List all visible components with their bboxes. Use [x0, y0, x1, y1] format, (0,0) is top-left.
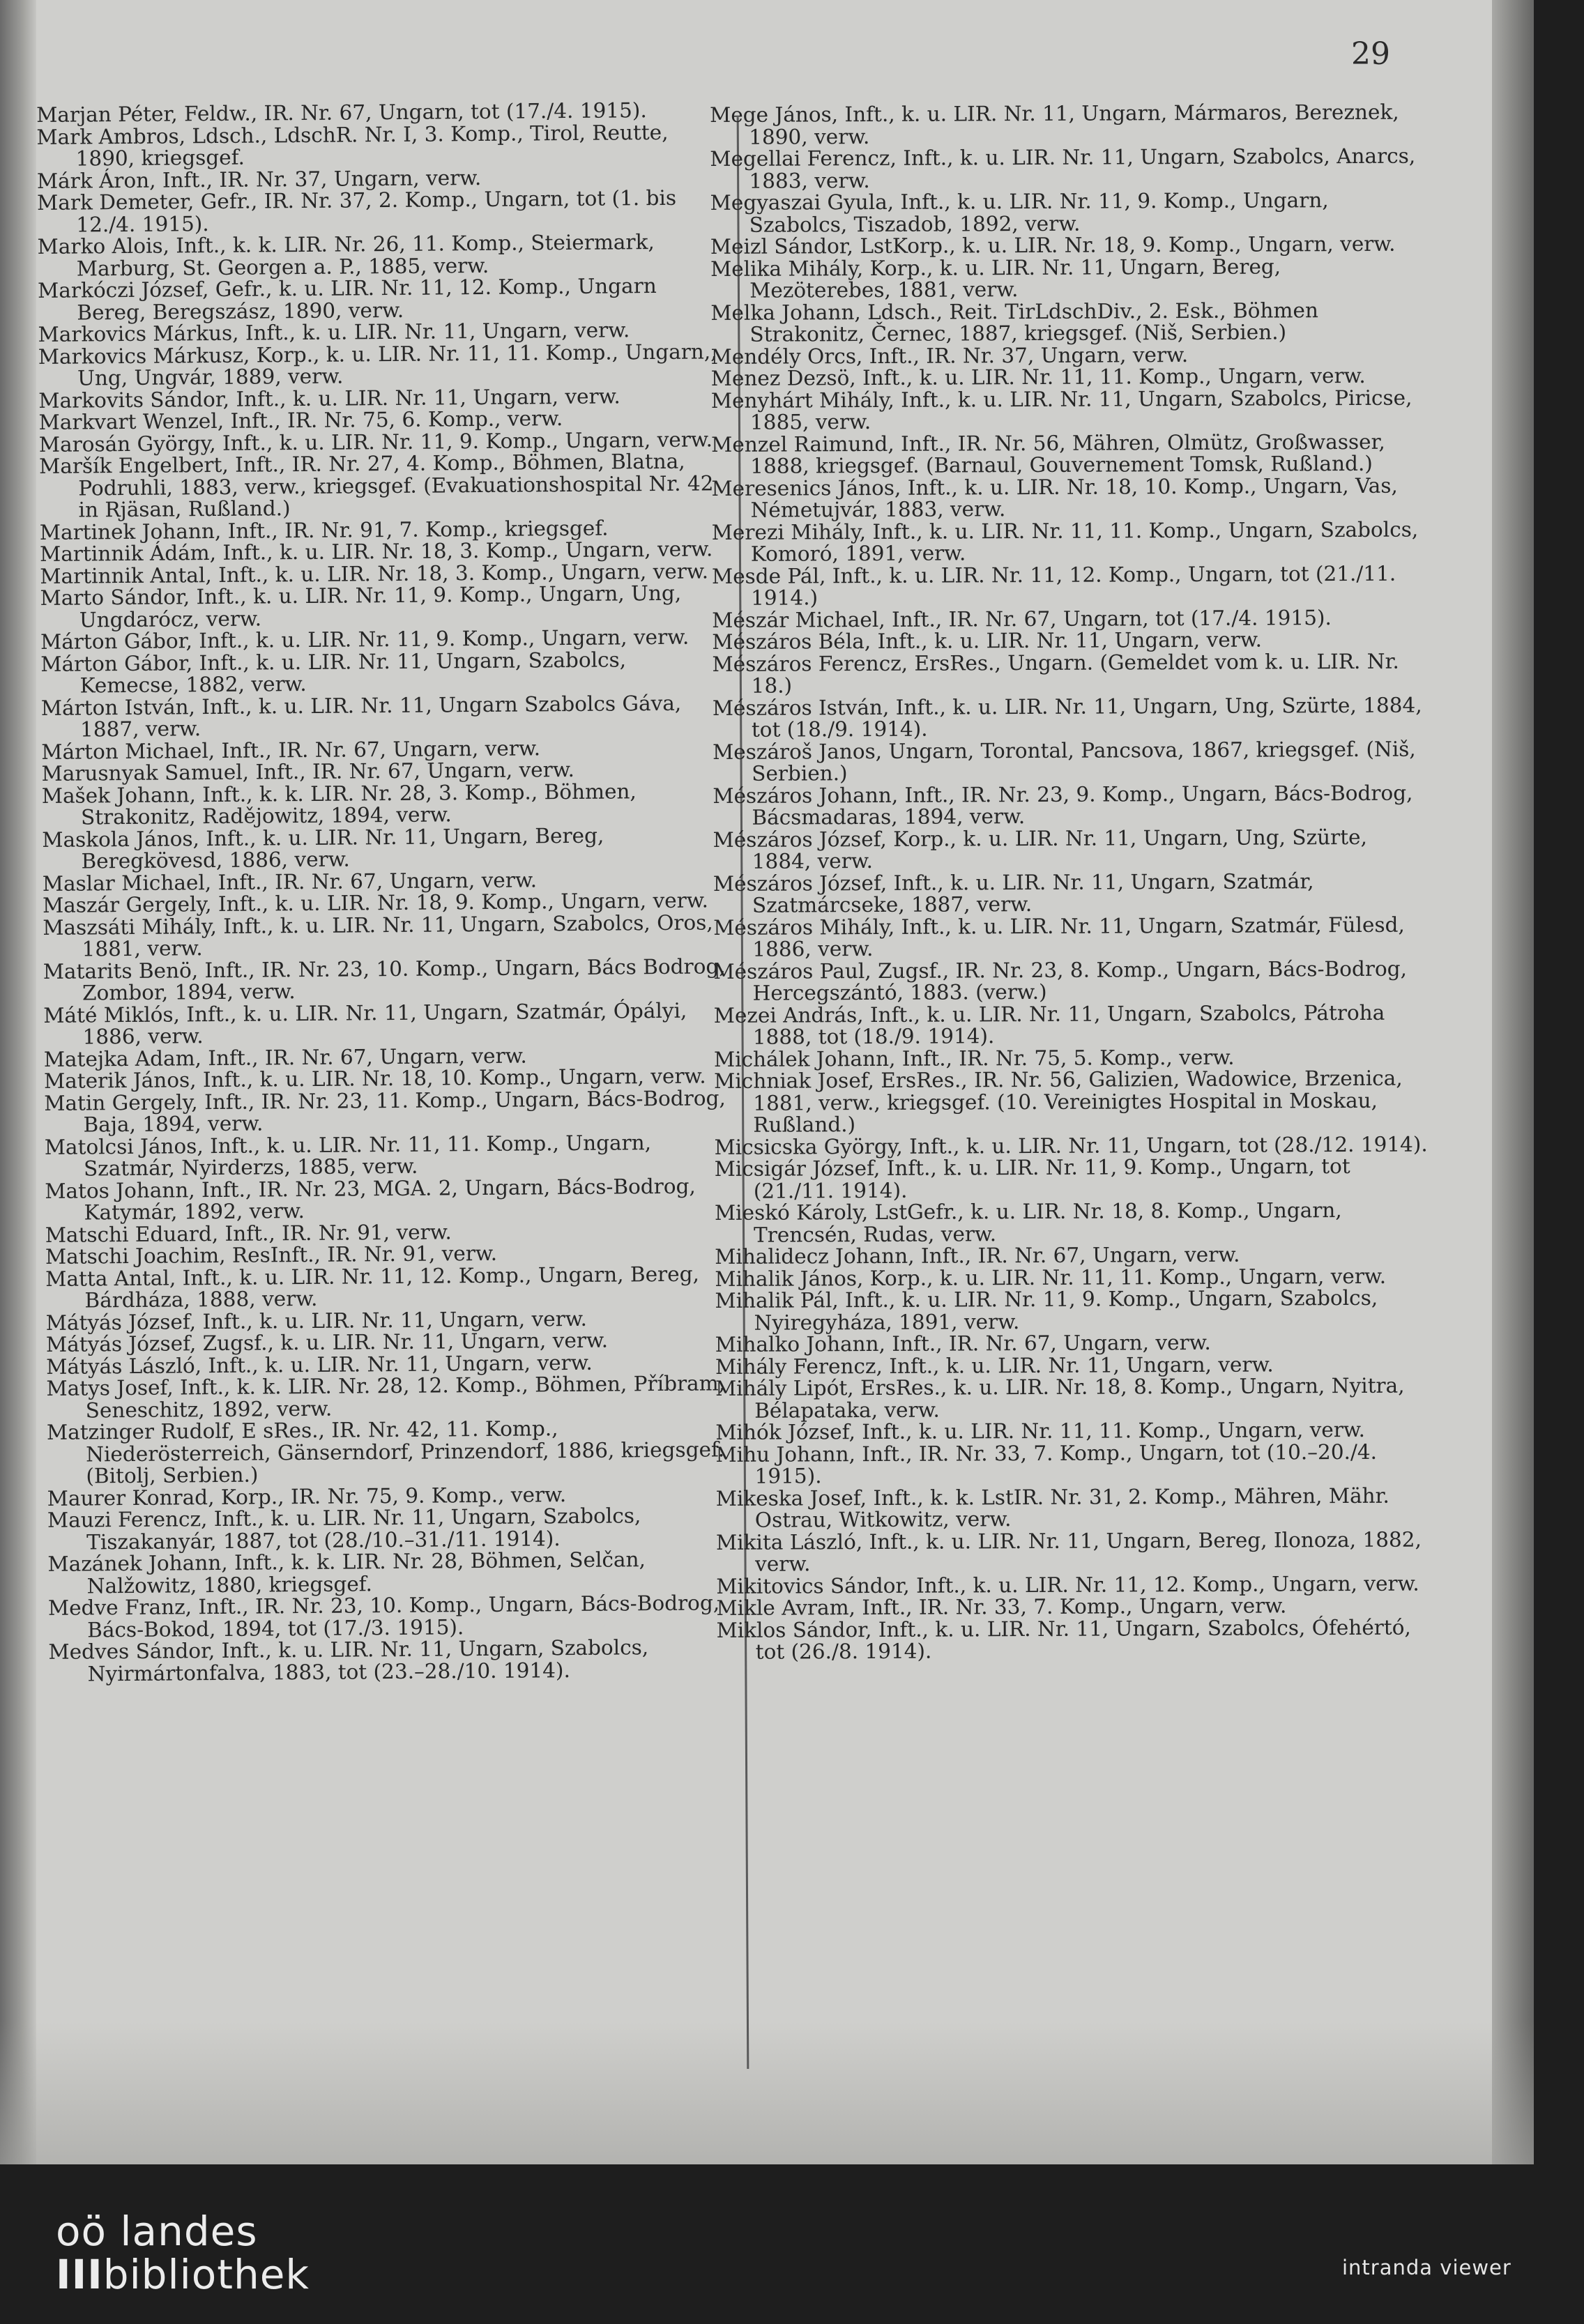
list-item: Markóczi József, Gefr., k. u. LIR. Nr. 11, 12. Komp., Ungarn Bereg, Beregszász, 1890, verw.: [37, 274, 657, 325]
list-item: Martinek Johann, Inft., IR. Nr. 91, 7. Komp., kriegsgef.: [39, 516, 609, 544]
list-item: Máté Miklós, Inft., k. u. LIR. Nr. 11, Ungarn, Szatmár, Ópályi, 1886, verw.: [43, 998, 687, 1049]
list-item: Mészár Michael, Inft., IR. Nr. 67, Ungarn, tot (17./4. 1915).: [712, 605, 1332, 632]
list-item: Martinnik Ádám, Inft., k. u. LIR. Nr. 18, 3. Komp., Ungarn, verw.: [39, 537, 713, 566]
list-item: Menyhárt Mihály, Inft., k. u. LIR. Nr. 11, Ungarn, Szabolcs, Piricse, 1885, verw.: [710, 385, 1412, 434]
list-item: Mikeska Josef, Inft., k. k. LstIR. Nr. 31, 2. Komp., Mähren, Mähr. Ostrau, Witkowitz, verw.: [715, 1483, 1389, 1532]
list-item: Mészáros József, Korp., k. u. LIR. Nr. 11, Ungarn, Ung, Szürte, 1884, verw.: [713, 825, 1367, 873]
list-item: Markovics Márkus, Inft., k. u. LIR. Nr. 11, Ungarn, verw.: [38, 318, 630, 346]
list-item: Mészáros József, Inft., k. u. LIR. Nr. 11, Ungarn, Szatmár, Szatmárcseke, 1887, verw.: [713, 869, 1314, 917]
list-item: Matschi Eduard, Inft., IR. Nr. 91, verw.: [45, 1219, 452, 1247]
list-item: Menzel Raimund, Inft., IR. Nr. 56, Mähren, Olmütz, Großwasser, 1888, kriegsgef. (Barnaul, Gouvernement Tomsk, Rußland.): [711, 429, 1385, 478]
list-item: Martinnik Antal, Inft., k. u. LIR. Nr. 18, 3. Komp., Ungarn, verw.: [40, 558, 709, 588]
list-item: Medve Franz, Inft., IR. Nr. 23, 10. Komp., Ungarn, Bács-Bodrog, Bács-Bokod, 1894, tot (17./3. 1915).: [47, 1591, 720, 1642]
list-item: Melka Johann, Ldsch., Reit. TirLdschDiv., 2. Esk., Böhmen Strakonitz, Černec, 1887, kriegsgef. (Niš, Serbien.): [710, 298, 1319, 346]
list-item: Maskola János, Inft., k. u. LIR. Nr. 11, Ungarn, Bereg, Beregkövesd, 1886, verw.: [42, 823, 604, 873]
list-item: Maszsáti Mihály, Inft., k. u. LIR. Nr. 11, Ungarn, Szabolcs, Oros, 1881, verw.: [43, 910, 713, 961]
list-item: Marusnyak Samuel, Inft., IR. Nr. 67, Ungarn, verw.: [41, 757, 575, 786]
list-item: Márton Michael, Inft., IR. Nr. 67, Ungarn, verw.: [41, 735, 541, 764]
list-item: Márton Gábor, Inft., k. u. LIR. Nr. 11, Ungarn, Szabolcs, Kemecse, 1882, verw.: [40, 647, 627, 698]
list-item: Mazánek Johann, Inft., k. k. LIR. Nr. 28, Böhmen, Selčan, Nalžowitz, 1880, kriegsgef.: [47, 1547, 646, 1598]
list-item: Merezi Mihály, Inft., k. u. LIR. Nr. 11, 11. Komp., Ungarn, Szabolcs, Komoró, 1891, verw.: [711, 517, 1419, 566]
list-item: Markvart Wenzel, Inft., IR. Nr. 75, 6. Komp., verw.: [38, 406, 563, 434]
list-item: Matos Johann, Inft., IR. Nr. 23, MGA. 2, Ungarn, Bács-Bodrog, Katymár, 1892, verw.: [45, 1174, 696, 1225]
list-item: Marjan Péter, Feldw., IR. Nr. 67, Ungarn, tot (17./4. 1915).: [36, 98, 647, 127]
list-item: Miklos Sándor, Inft., k. u. LIR. Nr. 11, Ungarn, Szabolcs, Ófehértó, tot (26./8. 1914).: [716, 1615, 1411, 1664]
list-item: Mihalidecz Johann, Inft., IR. Nr. 67, Ungarn, verw.: [715, 1242, 1240, 1269]
list-item: Michálek Johann, Inft., IR. Nr. 75, 5. Komp., verw.: [713, 1045, 1235, 1071]
logo-line-2: bibliothek: [102, 2251, 310, 2298]
list-item: Marosán György, Inft., k. u. LIR. Nr. 11, 9. Komp., Ungarn, verw.: [38, 427, 713, 457]
list-item: Mikita László, Inft., k. u. LIR. Nr. 11, Ungarn, Bereg, Ilonoza, 1882, verw.: [715, 1527, 1422, 1576]
list-item: Mendély Orcs, Inft., IR. Nr. 37, Ungarn, verw.: [710, 342, 1189, 369]
viewer-label[interactable]: intranda viewer: [1342, 2256, 1511, 2279]
list-item: Mészáros Mihály, Inft., k. u. LIR. Nr. 11, Ungarn, Szatmár, Fülesd, 1886, verw.: [713, 912, 1405, 961]
list-item: Márk Áron, Inft., IR. Nr. 37, Ungarn, verw.: [36, 165, 482, 193]
list-item: Matejka Adam, Inft., IR. Nr. 67, Ungarn, verw.: [43, 1043, 527, 1071]
list-item: Mihalik Pál, Inft., k. u. LIR. Nr. 11, 9. Komp., Ungarn, Szabolcs, Nyiregyháza, 1891, verw.: [715, 1285, 1378, 1335]
list-item: Márton Gábor, Inft., k. u. LIR. Nr. 11, 9. Komp., Ungarn, verw.: [40, 625, 690, 654]
list-item: Mihály Lipót, ErsRes., k. u. LIR. Nr. 18, 8. Komp., Ungarn, Nyitra, Bélapataka, verw.: [715, 1373, 1405, 1423]
list-item: Mikle Avram, Inft., IR. Nr. 33, 7. Komp., Ungarn, verw.: [716, 1593, 1287, 1620]
list-item: Micsigár József, Inft., k. u. LIR. Nr. 11, 9. Komp., Ungarn, tot (21./11. 1914).: [714, 1154, 1350, 1203]
list-item: Markovics Márkusz, Korp., k. u. LIR. Nr. 11, 11. Komp., Ungarn,, Ung, Ungvár, 1889, verw.: [38, 339, 717, 390]
left-column: [36, 99, 732, 1685]
list-item: Mészáros Johann, Inft., IR. Nr. 23, 9. Komp., Ungarn, Bács-Bodrog, Bácsmadaras, 1894, verw.: [713, 781, 1413, 830]
list-item: Mátyás József, Inft., k. u. LIR. Nr. 11, Ungarn, verw.: [45, 1306, 588, 1335]
page-number: 29: [1351, 36, 1390, 72]
library-logo[interactable]: [56, 2210, 310, 2296]
list-item: Mezei András, Inft., k. u. LIR. Nr. 11, Ungarn, Szabolcs, Pátroha 1888, tot (18./9. 1914).: [713, 1000, 1385, 1049]
list-item: Mihalik János, Korp., k. u. LIR. Nr. 11, 11. Komp., Ungarn, verw.: [715, 1264, 1387, 1291]
list-item: Mihalko Johann, Inft., IR. Nr. 67, Ungarn, verw.: [715, 1330, 1211, 1356]
list-item: Mátyás László, Inft., k. u. LIR. Nr. 11, Ungarn, verw.: [46, 1350, 593, 1379]
list-item: Mészáros Paul, Zugsf., IR. Nr. 23, 8. Komp., Ungarn, Bács-Bodrog, Hercegszántó, 1883. (verw.): [713, 956, 1408, 1005]
list-item: Megyaszai Gyula, Inft., k. u. LIR. Nr. 11, 9. Komp., Ungarn, Szabolcs, Tiszadob, 1892, verw.: [710, 188, 1329, 237]
list-item: Márton István, Inft., k. u. LIR. Nr. 11, Ungarn Szabolcs Gáva, 1887, verw.: [40, 691, 682, 742]
list-item: Maurer Konrad, Korp., IR. Nr. 75, 9. Komp., verw.: [47, 1482, 567, 1511]
list-item: Micsicska György, Inft., k. u. LIR. Nr. 11, Ungarn, tot (28./12. 1914).: [714, 1132, 1428, 1159]
page-outer-edge: [1492, 0, 1534, 2164]
list-item: Mieskó Károly, LstGefr., k. u. LIR. Nr. 18, 8. Komp., Ungarn, Trencsén, Rudas, verw.: [714, 1198, 1342, 1247]
list-item: Maršík Engelbert, Inft., IR. Nr. 27, 4. Komp., Böhmen, Blatna, Podruhli, 1883, verw., kriegsgef. (Evakuationshospital Nr. 42 in Rjäsan, Rußland.): [38, 449, 714, 522]
list-item: Melika Mihály, Korp., k. u. LIR. Nr. 11, Ungarn, Bereg, Mezöterebes, 1881, verw.: [710, 254, 1281, 303]
page-binding-edge: [0, 0, 36, 2164]
list-item: Mauzi Ferencz, Inft., k. u. LIR. Nr. 11, Ungarn, Szabolcs, Tiszakanyár, 1887, tot (28./10.–31./11. 1914).: [47, 1504, 641, 1554]
list-item: Mark Demeter, Gefr., IR. Nr. 37, 2. Komp., Ungarn, tot (1. bis 12./4. 1915).: [36, 185, 677, 237]
list-item: Matzinger Rudolf, E sRes., IR. Nr. 42, 11. Komp., Niederösterreich, Gänserndorf, Prinzendorf, 1886, kriegsgef. (Bitolj, Serbien.): [46, 1416, 725, 1488]
page-bottom-shadow: [0, 2021, 1534, 2164]
logo-bars-icon: III: [56, 2251, 103, 2298]
list-item: Mátyás József, Zugsf., k. u. LIR. Nr. 11, Ungarn, verw.: [45, 1328, 609, 1356]
list-item: Mege János, Inft., k. u. LIR. Nr. 11, Ungarn, Mármaros, Bereznek, 1890, verw.: [709, 100, 1399, 149]
list-item: Matschi Joachim, ResInft., IR. Nr. 91, verw.: [45, 1241, 498, 1269]
list-item: Marto Sándor, Inft., k. u. LIR. Nr. 11, 9. Komp., Ungarn, Ung, Ungdarócz, verw.: [40, 581, 682, 632]
list-item: Mihók József, Inft., k. u. LIR. Nr. 11, 11. Komp., Ungarn, verw.: [715, 1417, 1366, 1444]
list-item: Marko Alois, Inft., k. k. LIR. Nr. 26, 11. Komp., Steiermark, Marburg, St. Georgen a. P., 1885, verw.: [37, 230, 655, 281]
list-item: Mészáros Béla, Inft., k. u. LIR. Nr. 11, Ungarn, verw.: [712, 627, 1263, 654]
list-item: Meszároš Janos, Ungarn, Torontal, Pancsova, 1867, kriegsgef. (Niš, Serbien.): [712, 737, 1416, 786]
logo-line-1: oö landes: [56, 2208, 258, 2255]
list-item: Michniak Josef, ErsRes., IR. Nr. 56, Galizien, Wadowice, Brzenica, 1881, verw., kriegsgef. (10. Vereinigtes Hospital in Moskau, Rußland.): [714, 1066, 1403, 1137]
list-item: Mihály Ferencz, Inft., k. u. LIR. Nr. 11, Ungarn, verw.: [715, 1352, 1274, 1379]
list-item: Matys Josef, Inft., k. k. LIR. Nr. 28, 12. Komp., Böhmen, Příbram, Seneschitz, 1892, verw.: [46, 1371, 726, 1423]
list-item: Mikitovics Sándor, Inft., k. u. LIR. Nr. 11, 12. Komp., Ungarn, verw.: [716, 1571, 1419, 1598]
list-item: Mašek Johann, Inft., k. k. LIR. Nr. 28, 3. Komp., Böhmen, Strakonitz, Radějowitz, 1894, verw.: [41, 779, 637, 830]
list-item: Megellai Ferencz, Inft., k. u. LIR. Nr. 11, Ungarn, Szabolcs, Anarcs, 1883, verw.: [710, 144, 1416, 193]
list-item: Mihu Johann, Inft., IR. Nr. 33, 7. Komp., Ungarn, tot (10.–20./4. 1915).: [715, 1439, 1378, 1488]
list-item: Mészáros István, Inft., k. u. LIR. Nr. 11, Ungarn, Ung, Szürte, 1884, tot (18./9. 1914).: [712, 693, 1422, 742]
list-item: Matin Gergely, Inft., IR. Nr. 23, 11. Komp., Ungarn, Bács-Bodrog, Baja, 1894, verw.: [44, 1085, 726, 1137]
list-item: Menez Dezsö, Inft., k. u. LIR. Nr. 11, 11. Komp., Ungarn, verw.: [710, 363, 1366, 390]
list-item: Mészáros Ferencz, ErsRes., Ungarn. (Gemeldet vom k. u. LIR. Nr. 18.): [712, 649, 1399, 698]
list-item: Materik János, Inft., k. u. LIR. Nr. 18, 10. Komp., Ungarn, verw.: [43, 1064, 706, 1093]
list-item: Medves Sándor, Inft., k. u. LIR. Nr. 11, Ungarn, Szabolcs, Nyirmártonfalva, 1883, tot (23.–28./10. 1914).: [48, 1635, 649, 1685]
list-item: Meizl Sándor, LstKorp., k. u. LIR. Nr. 18, 9. Komp., Ungarn, verw.: [710, 231, 1396, 259]
list-item: Matta Antal, Inft., k. u. LIR. Nr. 11, 12. Komp., Ungarn, Bereg, Bárdháza, 1888, verw.: [45, 1262, 700, 1313]
list-item: Meresenics János, Inft., k. u. LIR. Nr. 18, 10. Komp., Ungarn, Vas, Németujvár, 1883, verw.: [711, 473, 1398, 522]
list-item: Mesde Pál, Inft., k. u. LIR. Nr. 11, 12. Komp., Ungarn, tot (21./11. 1914.): [711, 561, 1396, 610]
list-item: Matolcsi János, Inft., k. u. LIR. Nr. 11, 11. Komp., Ungarn, Szatmár, Nyirderzs, 1885, verw.: [44, 1130, 652, 1181]
list-item: Mark Ambros, Ldsch., LdschR. Nr. I, 3. Komp., Tirol, Reutte, 1890, kriegsgef.: [36, 120, 669, 171]
list-item: Matarits Benö, Inft., IR. Nr. 23, 10. Komp., Ungarn, Bács Bodrog, Zombor, 1894, verw.: [43, 954, 726, 1005]
list-item: Markovits Sándor, Inft., k. u. LIR. Nr. 11, Ungarn, verw.: [38, 383, 620, 413]
right-column: [710, 102, 1435, 1664]
list-item: Maslar Michael, Inft., IR. Nr. 67, Ungarn, verw.: [42, 867, 538, 896]
list-item: Maszár Gergely, Inft., k. u. LIR. Nr. 18, 9. Komp., Ungarn, verw.: [42, 888, 709, 917]
